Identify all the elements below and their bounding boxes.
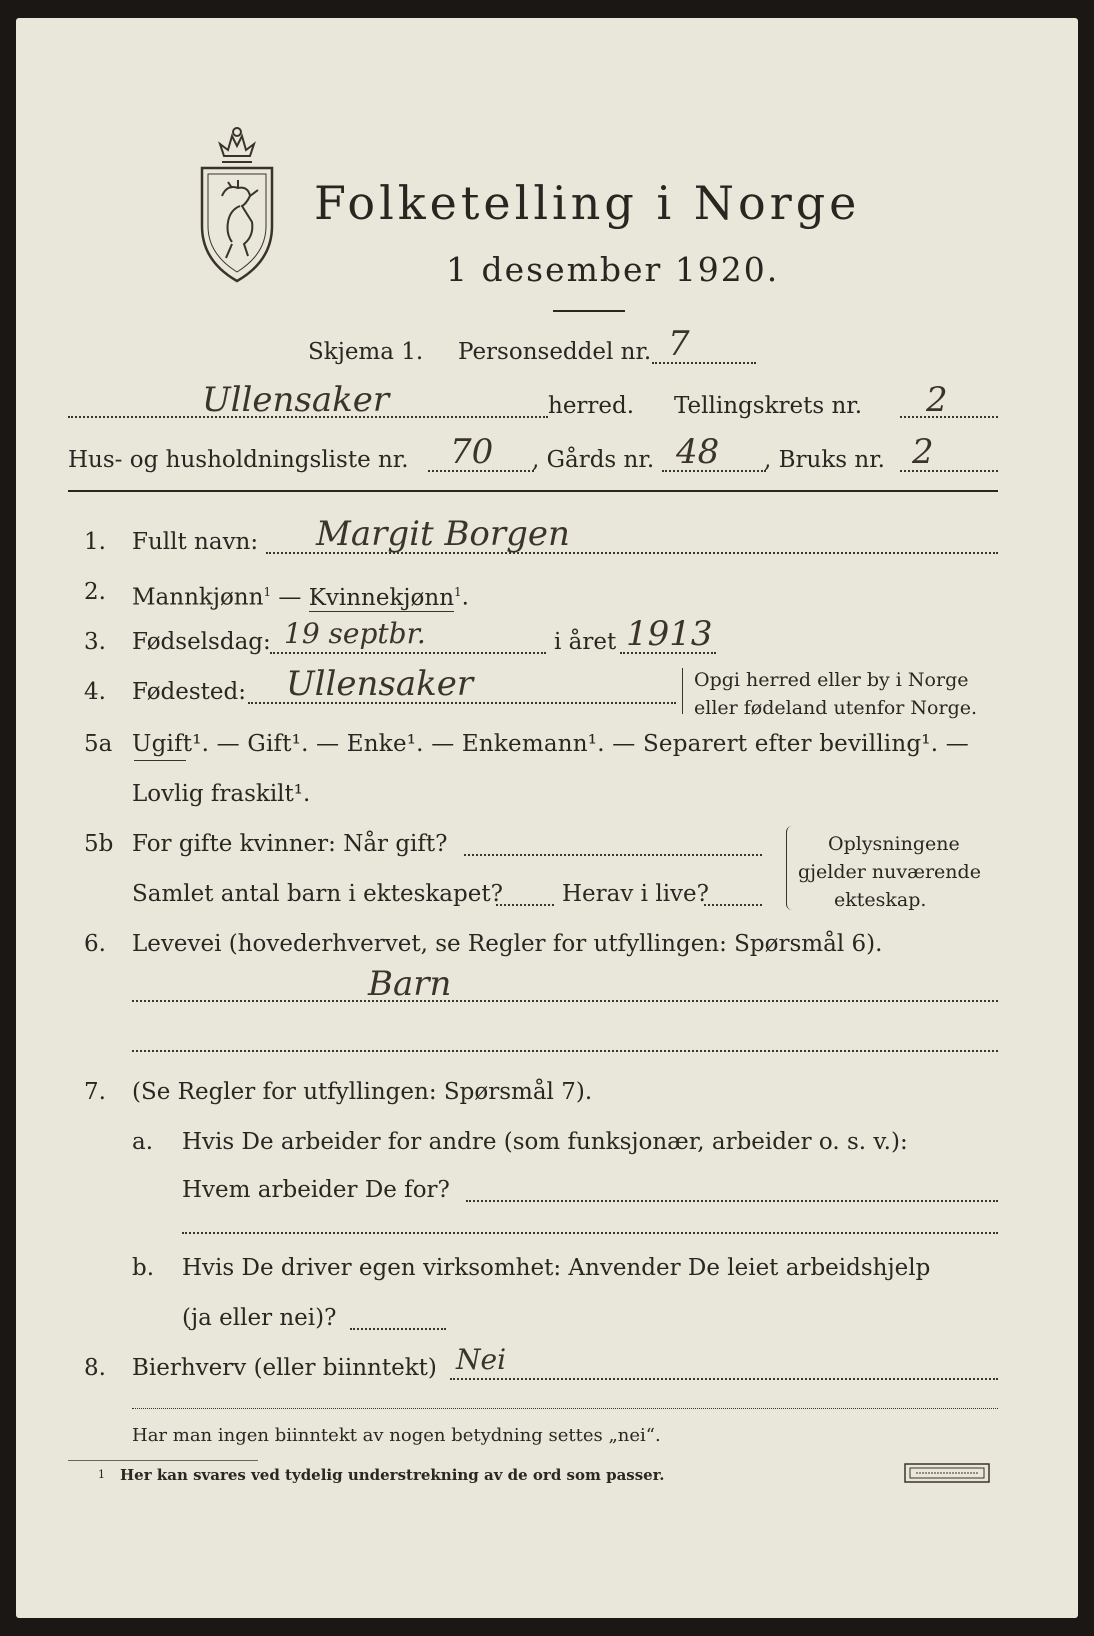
q1-number: 1.: [84, 529, 106, 555]
q5a-line-1: Ugift¹. — Gift¹. — Enke¹. — Enkemann¹. — Separert efter bevilling¹. —: [132, 731, 969, 757]
q7b-line: [350, 1328, 446, 1330]
q5b-when-line: [464, 854, 762, 856]
q7b-letter: b.: [132, 1255, 155, 1281]
header-rule: [68, 490, 998, 492]
census-date: 1 desember 1920.: [446, 250, 780, 289]
q3-year-label: i året: [554, 629, 617, 655]
q7a-line-2: Hvem arbeider De for?: [182, 1177, 450, 1203]
tellingskrets-line: [900, 416, 998, 418]
q5b-line-1: For gifte kvinner: Når gift?: [132, 831, 448, 857]
q3-label: Fødselsdag:: [132, 629, 271, 655]
tellingskrets-label: Tellingskrets nr.: [674, 393, 863, 419]
q8-end-line: [132, 1408, 998, 1409]
q5a-line-2: Lovlig fraskilt¹.: [132, 781, 311, 807]
q5b-note-2: gjelder nuværende: [798, 861, 981, 883]
tellingskrets-value: 2: [926, 380, 948, 420]
bruks-value: 2: [912, 432, 934, 472]
q5b-alive-line: [704, 904, 762, 906]
census-form-page: [16, 18, 1078, 1618]
hus-value: 70: [450, 432, 494, 472]
q2-male: Mannkjønn: [132, 584, 264, 611]
q5b-note-3: ekteskap.: [834, 889, 927, 911]
q7b-line-1: Hvis De driver egen virksomhet: Anvender De leiet arbeidshjelp: [182, 1255, 931, 1281]
q4-bracket: [682, 668, 685, 714]
q7a-letter: a.: [132, 1129, 154, 1155]
q6-label: Levevei (hovederhvervet, se Regler for utfyllingen: Spørsmål 6).: [132, 931, 883, 957]
footer-note: Har man ingen biinntekt av nogen betydning settes „nei“.: [132, 1425, 661, 1446]
q7a-line: [466, 1200, 998, 1202]
bruks-label: , Bruks nr.: [764, 447, 885, 473]
q8-line: [450, 1378, 998, 1380]
q7a-line-2-rule: [182, 1232, 998, 1234]
q6-line-1: [132, 1000, 998, 1002]
q4-value: Ullensaker: [286, 664, 474, 704]
gards-label: , Gårds nr.: [532, 447, 655, 473]
gards-value: 48: [676, 432, 720, 472]
q7-label: (Se Regler for utfyllingen: Spørsmål 7).: [132, 1079, 593, 1105]
personseddel-label: Personseddel nr.: [458, 339, 652, 365]
q2-female: Kvinnekjønn: [308, 584, 455, 611]
q5a-number: 5a: [84, 731, 113, 757]
footnote-rule: [68, 1460, 258, 1461]
q8-label: Bierhverv (eller biinntekt): [132, 1355, 437, 1381]
footnote-text: Her kan svares ved tydelig understrekning av de ord som passer.: [120, 1466, 665, 1484]
q3-year-value: 1913: [626, 614, 713, 654]
q5b-bracket: [786, 826, 797, 910]
form-title: Folketelling i Norge: [314, 176, 861, 230]
q5b-children-label: Samlet antal barn i ekteskapet?: [132, 881, 503, 907]
q4-number: 4.: [84, 679, 106, 705]
skjema-label: Skjema 1.: [308, 339, 424, 365]
q7a-line-1: Hvis De arbeider for andre (som funksjonær, arbeider o. s. v.):: [182, 1129, 908, 1155]
coat-of-arms-icon: [192, 126, 282, 286]
q2-text: Mannkjønn$^1$ — Kvinnekjønn$^1$.: [132, 584, 469, 611]
q8-number: 8.: [84, 1355, 106, 1381]
printer-stamp-icon: [904, 1462, 990, 1484]
q5b-number: 5b: [84, 831, 114, 857]
q4-note-2: eller fødeland utenfor Norge.: [694, 697, 978, 719]
q1-value: Margit Borgen: [316, 514, 570, 554]
q5b-children-line: [496, 904, 554, 906]
q5b-note-1: Oplysningene: [828, 833, 960, 855]
hus-label: Hus- og husholdningsliste nr.: [68, 447, 409, 473]
q3-number: 3.: [84, 629, 106, 655]
q1-label: Fullt navn:: [132, 529, 259, 555]
q4-note-1: Opgi herred eller by i Norge: [694, 669, 969, 691]
q4-label: Fødested:: [132, 679, 247, 705]
q8-value: Nei: [456, 1343, 507, 1376]
footnote-number: 1: [98, 1468, 105, 1481]
title-divider: [553, 310, 625, 312]
herred-value: Ullensaker: [202, 380, 390, 420]
q5b-alive-label: Herav i live?: [562, 881, 709, 907]
q7b-line-2: (ja eller nei)?: [182, 1305, 337, 1331]
q7-number: 7.: [84, 1079, 106, 1105]
q6-value: Barn: [368, 964, 452, 1004]
q6-number: 6.: [84, 931, 106, 957]
personseddel-value: 7: [668, 324, 690, 364]
q2-number: 2.: [84, 579, 106, 605]
herred-label: herred.: [548, 393, 635, 419]
q3-value: 19 septbr.: [284, 617, 426, 650]
q6-line-2: [132, 1050, 998, 1052]
q5a-ugift-underline: [134, 760, 186, 761]
